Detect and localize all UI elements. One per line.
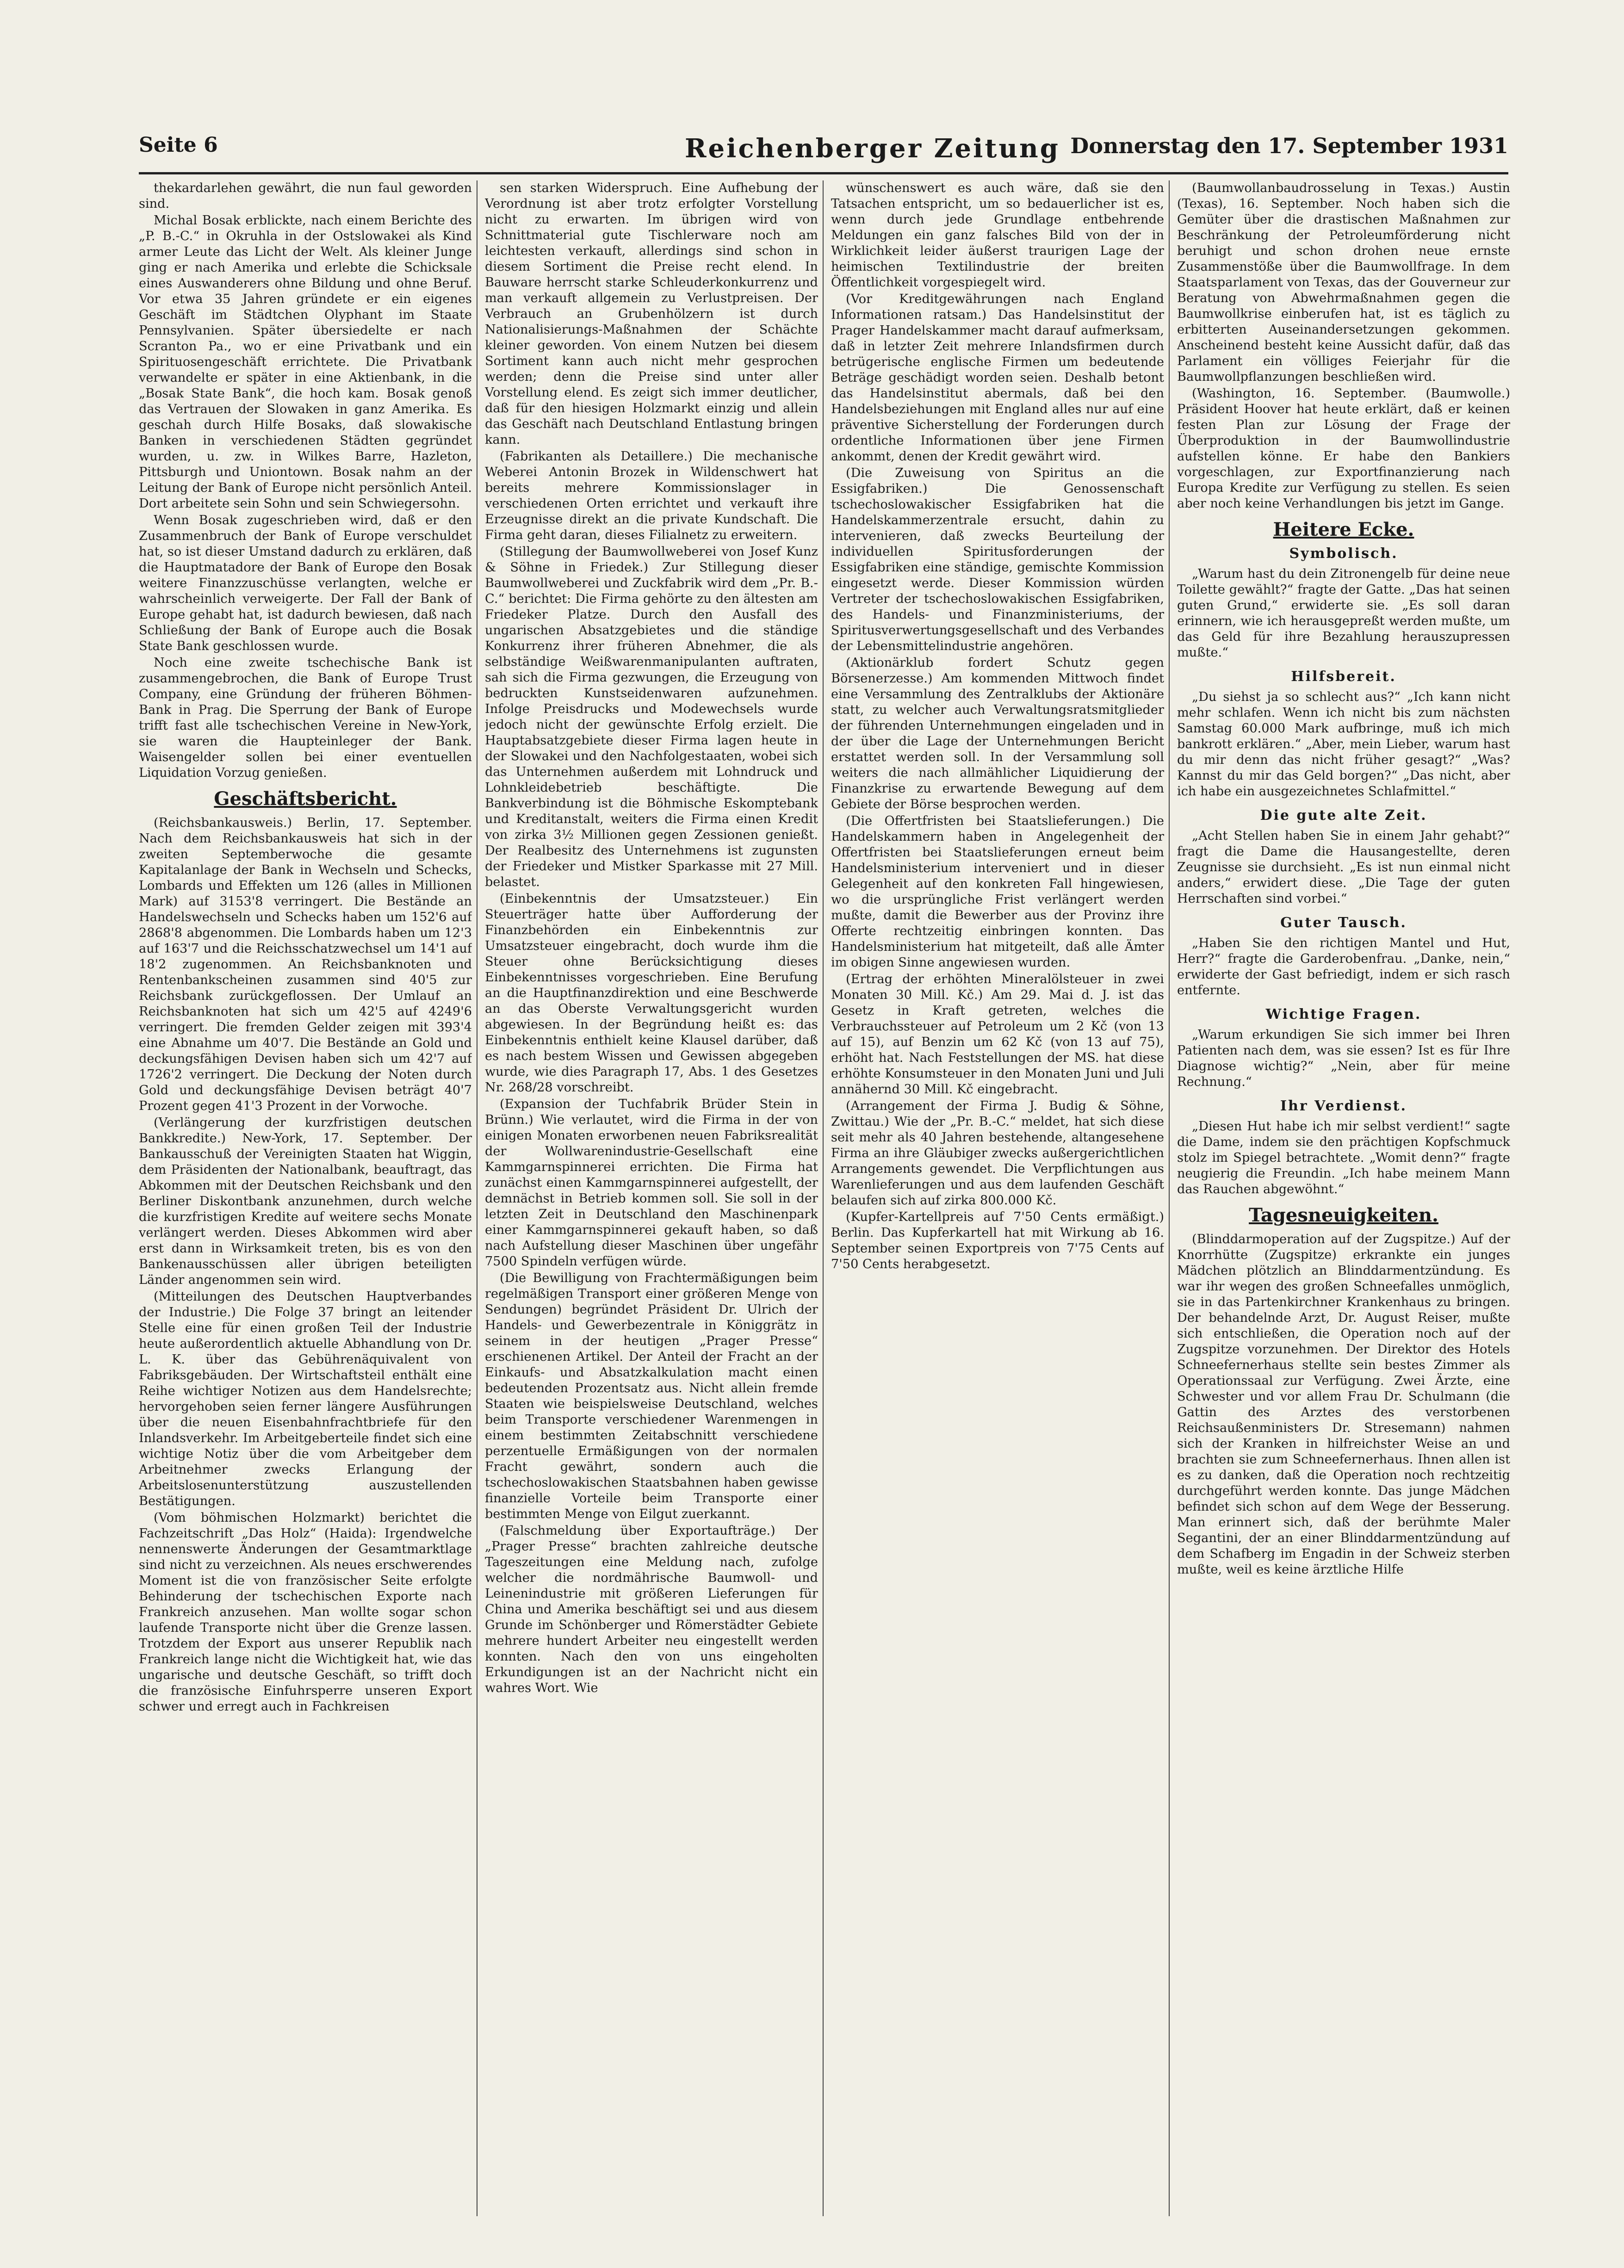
article-paragraph: (Aktionärklub fordert Schutz gegen Börsenerzesse.) Am kommenden Mittwoch findet eine Versammlung des Zentralklubs der Aktionäre statt, zu welcher auch Verwaltungsratsmitglieder der führenden Unternehmungen eingeladen und in der über die Lage der Unternehmungen Bericht erstattet werden soll. In der Versammlung soll weiters die nach allmählicher Liquidierung der Finanzkrise zu erwartende Bewegung auf dem Gebiete der Börse besprochen werden.	[831, 656, 1164, 812]
column-3	[831, 180, 1164, 2216]
article-paragraph: (Vor Kreditgewährungen nach England Informationen ratsam.) Das Handelsinstitut der Prager Handelskammer macht darauf aufmerksam, daß in letzter Zeit mehrere Inlandsfirmen durch betrügerische englische Firmen um bedeutende Beträge geschädigt worden seien. Deshalb betont das Handelsinstitut abermals, daß bei den Handelsbeziehungen mit England alles nur auf eine präventive Sicherstellung der Forderungen durch ordentliche Informationen über jene Firmen ankommt, denen der Kredit gewährt wird.	[831, 292, 1164, 464]
joke-text: „Acht Stellen haben Sie in einem Jahr gehabt?“ fragt die Dame die Hausangestellte, deren Zeugnisse sie durchsieht. „Es ist nun einmal nicht anders,“ erwidert diese. „Die Tage der guten Herrschaften sind vorbei.“	[1177, 829, 1510, 906]
article-paragraph: (Die Offertfristen bei Staatslieferungen.) Die Handelskammern haben in Angelegenheit der Offertfristen bei Staatslieferungen erneut beim Handelsministerium interveniert und in dieser Gelegenheit auf den konkreten Fall hingewiesen, wo die ursprüngliche Frist verlängert werden mußte, damit die Bewerber aus der Provinz ihre Offerte rechtzeitig einbringen konnten. Das Handelsministerium hat mitgeteilt, daß alle Ämter im obigen Sinne angewiesen wurden.	[831, 814, 1164, 970]
article-paragraph: sen starken Widerspruch. Eine Aufhebung der Verordnung ist aber trotz erfolgter Vorstellung nicht zu erwarten. Im übrigen wird von Schnittmaterial gute Tischlerware noch am leichtesten verkauft, allerdings sind schon in diesem Sortiment die Preise recht elend. In Bauware herrscht starke Schleuderkonkurrenz und man verkauft allgemein zu Verlustpreisen. Der Verbrauch an Grubenhölzern ist durch Nationalisierungs-Maßnahmen der Schächte kleiner geworden. Von einem Nutzen bei diesem Sortiment kann auch nicht mehr gesprochen werden; denn die Preise sind unter aller Vorstellung elend. Es zeigt sich immer deutlicher, daß für den hiesigen Holzmarkt einzig und allein das Geschäft nach Deutschland Entlastung bringen kann.	[485, 181, 818, 447]
issue-date: Donnerstag den 17. September 1931	[1070, 133, 1508, 158]
column-divider	[823, 180, 824, 2216]
article-paragraph: (Baumwollanbaudrosselung in Texas.) Austin (Texas), 16. September. Noch haben sich die Gemüter über die drastischen Maßnahmen zur Beschränkung der Petroleumförderung nicht beruhigt und schon drohen neue ernste Zusammenstöße über die Baumwollfrage. In dem Staatsparlament von Texas, das der Gouverneur zur Beratung von Abwehrmaßnahmen gegen die Baumwollkrise einberufen hat, ist es täglich zu erbitterten Auseinandersetzungen gekommen. Anscheinend besteht keine Aussicht dafür, daß das Parlament ein völliges Feierjahr für die Baumwollpflanzungen beschließen wird.	[1177, 181, 1510, 384]
joke-text: „Warum hast du dein Zitronengelb für deine neue Toilette gewählt?“ fragte der Gatte. „Das hat seinen guten Grund,“ erwiderte sie. „Es soll daran erinnern, wie ich herausgepreßt werden mußte, um das Geld für ihre Bezahlung herauszupressen mußte.“	[1177, 567, 1510, 660]
article-paragraph: wünschenswert es auch wäre, daß sie den Tatsachen entspricht, um so bedauerlicher ist es, wenn durch jede Grundlage entbehrende Meldungen ein ganz falsches Bild von der in Wirklichkeit leider äußerst traurigen Lage der heimischen Textilindustrie der breiten Öffentlichkeit vorgespiegelt wird.	[831, 181, 1164, 290]
joke-text: „Du siehst ja so schlecht aus?“ „Ich kann nicht mehr schlafen. Wenn ich nicht bis zum nächsten Samstag 60.000 Mark aufbringe, muß ich mich bankrott erklären.“ „Aber, mein Lieber, warum hast du mir denn das nicht früher gesagt?“ „Was? Kannst du mir das Geld borgen?“ „Das nicht, aber ich habe ein ausgezeichnetes Schlafmittel.“	[1177, 690, 1510, 799]
column-divider	[1169, 180, 1170, 2216]
joke-title: Hilfsbereit.	[1291, 669, 1396, 685]
article-paragraph: (Washington, 16. September. (Baumwolle.) Präsident Hoover hat heute erklärt, daß er keinen festen Plan zur Lösung der Frage der Überproduktion in der Baumwollindustrie aufstellen könne. Er habe den Bankiers vorgeschlagen, zur Exportfinanzierung nach Europa Kredite zur Verfügung zu stellen. Es seien aber noch keine Verhandlungen bis jetzt im Gange.	[1177, 386, 1510, 511]
article-paragraph: Wenn Bosak zugeschrieben wird, daß er den Zusammenbruch der Bank of Europe verschuldet hat, so ist dieser Umstand dadurch zu erklären, daß die Hauptmatadore der Bank of Europe den Bosak weitere Finanzzuschüsse verlangten, welche er wahrscheinlich verweigerte. Der Fall der Bank of Europe gehabt hat, ist dadurch bewiesen, daß nach Schließung der Bank of Europe auch die Bosak State Bank geschlossen wurde.	[139, 513, 472, 653]
article-paragraph: (Ertrag der erhöhten Mineralölsteuer in zwei Monaten 30 Mill. Kč.) Am 29. Mai d. J. ist das Gesetz in Kraft getreten, welches die Verbrauchssteuer auf Petroleum um 2 Kč (von 13 auf 15), auf Benzin um 62 Kč (von 13 auf 75), erhöht hat. Nach Feststellungen der MS. hat diese erhöhte Konsumsteuer in den Monaten Juni und Juli annähernd 30 Mill. Kč eingebracht.	[831, 972, 1164, 1097]
article-paragraph: (Mitteilungen des Deutschen Hauptverbandes der Industrie.) Die Folge 37 bringt an leitender Stelle eine für einen großen Teil der Industrie heute außerordentlich aktuelle Abhandlung von Dr. L. K. über das Gebührenäquivalent von Fabriksgebäuden. Der Wirtschaftsteil enthält eine Reihe wichtiger Notizen aus dem Handelsrechte; hervorgehoben seien ferner längere Ausführungen über die neuen Eisenbahnfrachtbriefe für den Inlandsverkehr. Im Arbeitgeberteile findet sich eine wichtige Notiz über die vom Arbeitgeber dem Arbeitnehmer zwecks Erlangung der Arbeitslosenunterstützung auszustellenden Bestätigungen.	[139, 1289, 472, 1508]
joke-text: „Haben Sie den richtigen Mantel und Hut, Herr?“ fragte die Garderobenfrau. „Danke, nein,“ erwiderte der Gast befriedigt, indem er sich rasch entfernte.	[1177, 936, 1510, 998]
page-header	[139, 133, 1508, 175]
column-2	[485, 180, 818, 2216]
column-1	[139, 180, 472, 2216]
newspaper-title: Reichenberger Zeitung	[685, 133, 1060, 164]
article-paragraph: (Fabrikanten als Detaillere.) Die mechanische Weberei Antonin Brozek in Wildenschwert hat bereits mehrere Kommissionslager in verschiedenen Orten errichtet und verkauft ihre Erzeugnisse direkt an die private Kundschaft. Die Firma geht daran, dieses Filialnetz zu erweitern.	[485, 449, 818, 542]
article-paragraph: (Reichsbankausweis.) Berlin, 17. September. Nach dem Reichsbankausweis hat sich in der zweiten Septemberwoche die gesamte Kapitalanlage der Bank in Wechseln und Schecks, Lombards und Effekten um 126 (alles in Millionen Mark) auf 3153'8 verringert. Die Bestände an Handelswechseln und Schecks haben um 152'6 auf 2868'8 abgenommen. Die Lombards haben um 12'3 auf 163'7 und die Reichsschatzwechsel um 14'1 auf 18'2 zugenommen. An Reichsbanknoten und Rentenbankscheinen zusammen sind 40'5 zur Reichsbank zurückgeflossen. Der Umlauf an Reichsbanknoten hat sich um 42'5 auf 4249'6 verringert. Die fremden Gelder zeigen mit 393'4 eine Abnahme um 40'7. Die Bestände an Gold und deckungsfähigen Devisen haben sich um 42'7 auf 1726'2 verringert. Die Deckung der Noten durch Gold und deckungsfähige Devisen beträgt 40'7 Prozent gegen 41'3 Prozent in der Vorwoche.	[139, 816, 472, 1113]
section-heading-humor: Heitere Ecke.	[1273, 519, 1414, 540]
header-rule	[139, 172, 1508, 174]
joke-title: Symbolisch.	[1289, 545, 1398, 562]
article-paragraph: Michal Bosak erblickte, nach einem Berichte des „P. B.-C.“ in Okruhla in der Ostslowakei als Kind armer Leute das Licht der Welt. Als kleiner Junge ging er nach Amerika und erlebte die Schicksale eines Auswanderers ohne Bildung und ohne Beruf. Vor etwa 35 Jahren gründete er ein eigenes Geschäft im Städtchen Olyphant im Staate Pennsylvanien. Später übersiedelte er nach Scranton Pa., wo er eine Privatbank und ein Spirituosengeschäft errichtete. Die Privatbank verwandelte er später in eine Aktienbank, in die „Bosak State Bank“, die hoch kam. Bosak genoß das Vertrauen der Slowaken in ganz Amerika. Es geschah durch Hilfe Bosaks, daß slowakische Banken in verschiedenen Städten gegründet wurden, u. zw. in Wilkes Barre, Hazleton, Pittsburgh und Uniontown. Bosak nahm an der Leitung der Bank of Europe nicht persönlich Anteil. Dort arbeitete sein Sohn und sein Schwiegersohn.	[139, 213, 472, 511]
joke-text: „Diesen Hut habe ich mir selbst verdient!“ sagte die Dame, indem sie den prächtigen Kopfschmuck stolz im Spiegel betrachtete. „Womit denn?“ fragte neugierig die Freundin. „Ich habe meinem Mann das Rauchen abgewöhnt.“	[1177, 1119, 1510, 1196]
article-paragraph: Noch eine zweite tschechische Bank ist zusammengebrochen, die Bank of Europe Trust Company, eine Gründung der früheren Böhmen-Bank in Prag. Die Sperrung der Bank of Europe trifft fast alle tschechischen Vereine in New-York, sie waren die Haupteinleger der Bank. Waisengelder sollen bei einer eventuellen Liquidation Vorzug genießen.	[139, 656, 472, 780]
joke-title: Die gute alte Zeit.	[1260, 807, 1427, 824]
joke-title: Ihr Verdienst.	[1280, 1098, 1407, 1114]
article-paragraph: (Stillegung der Baumwollweberei von Josef Kunz & Söhne in Friedek.) Zur Stillegung dieser Baumwollweberei und Zuckfabrik wird dem „Pr. B.-C.“ berichtet: Die Firma gehörte zu den ältesten am Friedeker Platze. Durch den Ausfall des ungarischen Absatzgebietes und die ständige Konkurrenz ihrer früheren Abnehmer, die als selbständige Weißwarenmanipulanten auftraten, sah sich die Firma gezwungen, die Erzeugung von bedruckten Kunstseidenwaren aufzunehmen. Infolge Preisdrucks und Modewechsels wurde jedoch nicht der gewünschte Erfolg erzielt. Die Hauptabsatzgebiete dieser Firma lagen heute in der Slowakei und den Nachfolgestaaten, wobei sich das Unternehmen außerdem mit Lohndruck und Lohnkleidebetrieb beschäftigte. Die Bankverbindung ist die Böhmische Eskomptebank und Kreditanstalt, weiters die Firma einen Kredit von zirka 3½ Millionen gegen Zessionen genießt. Der Realbesitz des Unternehmens ist zugunsten der Friedeker und Mistker Sparkasse mit 27 Mill. belastet.	[485, 545, 818, 889]
section-heading-business: Geschäftsbericht.	[214, 788, 397, 810]
article-paragraph: (Die Zuweisung von Spiritus an die Essigfabriken.) Die Genossenschaft tschechoslowakischer Essigfabriken hat die Handelskammerzentrale ersucht, dahin zu intervenieren, daß zwecks Beurteilung der individuellen Spiritusforderungen der Essigfabriken eine ständige, gemischte Kommission eingesetzt werde. Dieser Kommission würden Vertreter der tschechoslowakischen Essigfabriken, des Handels- und Finanzministeriums, der Spiritusverwertungsgesellschaft und des Verbandes der Lebensmittelindustrie angehören.	[831, 466, 1164, 653]
article-paragraph: thekardarlehen gewährt, die nun faul geworden sind.	[139, 181, 472, 211]
article-paragraph: (Falschmeldung über Exportaufträge.) Der „Prager Presse“ brachten zahlreiche deutsche Tageszeitungen eine Meldung nach, zufolge welcher die nordmährische Baumwoll- und Leinenindustrie mit größeren Lieferungen für China und Amerika beschäftigt sei und aus diesem Grunde im Schönberger und Römerstädter Gebiete mehrere hundert Arbeiter neu eingestellt werden konnten. Nach den von uns eingeholten Erkundigungen ist an der Nachricht nicht ein wahres Wort. Wie	[485, 1524, 818, 1695]
article-paragraph: (Kupfer-Kartellpreis auf 7'50 Cents ermäßigt.) Berlin. Das Kupferkartell hat mit Wirkung ab 16. September seinen Exportpreis von 7'75 Cents auf 7'50 Cents herabgesetzt.	[831, 1210, 1164, 1271]
page-number: Seite 6	[139, 133, 218, 157]
article-paragraph: (Blinddarmoperation auf der Zugspitze.) Auf der Knorrhütte (Zugspitze) erkrankte ein junges Mädchen plötzlich an Blinddarmentzündung. Es war ihr wegen des großen Schneefalles unmöglich, sie in das Partenkirchner Krankenhaus zu bringen. Der behandelnde Arzt, Dr. August Reiser, mußte sich entschließen, die Operation noch auf der Zugspitze vorzunehmen. Der Direktor des Hotels Schneefernerhaus stellte sein bestes Zimmer als Operationssaal zur Verfügung. Zwei Ärzte, eine Schwester und vor allem Frau Dr. Schulmann (die Gattin des Arztes des verstorbenen Reichsaußenministers Dr. Stresemann) nahmen sich der Kranken in hilfreichster Weise an und brachten sie zum Schneefernerhaus. Ihnen allen ist es zu danken, daß die Operation noch rechtzeitig durchgeführt werden konnte. Das junge Mädchen befindet sich schon auf dem Wege der Besserung. Man erinnert sich, daß der berühmte Maler Segantini, der an einer Blinddarmentzündung auf dem Schafberg im Engadin in der Schweiz sterben mußte, weil es keine ärztliche Hilfe	[1177, 1232, 1510, 1577]
column-4	[1177, 180, 1510, 2216]
article-paragraph: (Verlängerung der kurzfristigen deutschen Bankkredite.) New-York, 17. September. Der Bankausschuß der Vereinigten Staaten hat Wiggin, dem Präsidenten der Nationalbank, beauftragt, das Abkommen mit der Deutschen Reichsbank und den Berliner Diskontbank anzunehmen, durch welche die kurzfristigen Kredite auf weitere sechs Monate verlängert werden. Dieses Abkommen wird aber erst dann in Wirksamkeit treten, bis es von den Bankenausschüssen aller übrigen beteiligten Länder angenommen sein wird.	[139, 1115, 472, 1287]
article-paragraph: (Expansion der Tuchfabrik Brüder Stein in Brünn.) Wie verlautet, wird die Firma in der von einigen Monaten erworbenen neuen Fabriksrealität der Wollwarenindustrie-Gesellschaft eine Kammgarnspinnerei errichten. Die Firma hat zunächst einen Kammgarnspinnerei aufgestellt, der demnächst in Betrieb kommen soll. Sie soll in der letzten Zeit in Deutschland den Maschinenpark einer Kammgarnspinnerei gekauft haben, so daß nach Aufstellung dieser Maschinen über ungefähr 7500 Spindeln verfügen würde.	[485, 1097, 818, 1269]
joke-text: „Warum erkundigen Sie sich immer bei Ihren Patienten nach dem, was sie essen? Ist es für Ihre Diagnose wichtig?“ „Nein, aber für meine Rechnung.“	[1177, 1028, 1510, 1089]
article-paragraph: (Einbekenntnis der Umsatzsteuer.) Ein Steuerträger hatte über Aufforderung der Finanzbehörden ein Einbekenntnis zur Umsatzsteuer eingebracht, doch wurde ihm die Steuer ohne Berücksichtigung dieses Einbekenntnisses vorgeschrieben. Eine Berufung an die Hauptfinanzdirektion und eine Beschwerde an das Oberste Verwaltungsgericht wurden abgewiesen. In der Begründung heißt es: das Einbekenntnis enthielt keine Klausel darüber, daß es nach bestem Wissen und Gewissen abgegeben wurde, wie dies Paragraph 17, Abs. 1 des Gesetzes Nr. 268/28 vorschreibt.	[485, 892, 818, 1095]
article-paragraph: (Die Bewilligung von Frachtermäßigungen beim regelmäßigen Transport einer größeren Menge von Sendungen) begründet Präsident Dr. Ulrich der Handels- und Gewerbezentrale in Königgrätz in seinem in der heutigen „Prager Presse“ erschienenen Artikel. Der Anteil der Fracht an der Einkaufs- und Absatzkalkulation macht einen bedeutenden Prozentsatz aus. Nicht allein fremde Staaten wie beispielsweise Deutschland, welches beim Transporte verschiedener Warenmengen in einem bestimmten Zeitabschnitt verschiedene perzentuelle Ermäßigungen von der normalen Fracht gewährt, sondern auch die tschechoslowakischen Staatsbahnen haben gewisse finanzielle Vorteile beim Transporte einer bestimmten Menge von Eilgut zuerkannt.	[485, 1271, 818, 1521]
section-heading-news: Tagesneuigkeiten.	[1249, 1204, 1438, 1226]
joke-title: Guter Tausch.	[1280, 915, 1407, 931]
article-paragraph: (Arrangement der Firma J. Budig & Söhne, Zwittau.) Wie der „Pr. B.-C.“ meldet, hat sich diese seit mehr als 40 Jahren bestehende, altangesehene Firma an ihre Gläubiger zwecks außergerichtlichen Arrangements gewendet. Die Verpflichtungen aus Warenlieferungen und aus dem laufenden Geschäft belaufen sich auf zirka 800.000 Kč.	[831, 1099, 1164, 1208]
joke-title: Wichtige Fragen.	[1265, 1006, 1422, 1022]
article-paragraph: (Vom böhmischen Holzmarkt) berichtet die Fachzeitschrift „Das Holz“ (Haida): Irgendwelche nennenswerte Änderungen der Gesamtmarktlage sind nicht zu verzeichnen. Als neues erschwerendes Moment ist die von französischer Seite erfolgte Behinderung der tschechischen Exporte nach Frankreich anzusehen. Man wollte sogar schon laufende Transporte nicht über die Grenze lassen. Trotzdem der Export aus unserer Republik nach Frankreich lange nicht die Wichtigkeit hat, wie das ungarische und deutsche Geschäft, so trifft doch die französische Einfuhrsperre unseren Export schwer und erregt auch in Fachkreisen	[139, 1511, 472, 1714]
